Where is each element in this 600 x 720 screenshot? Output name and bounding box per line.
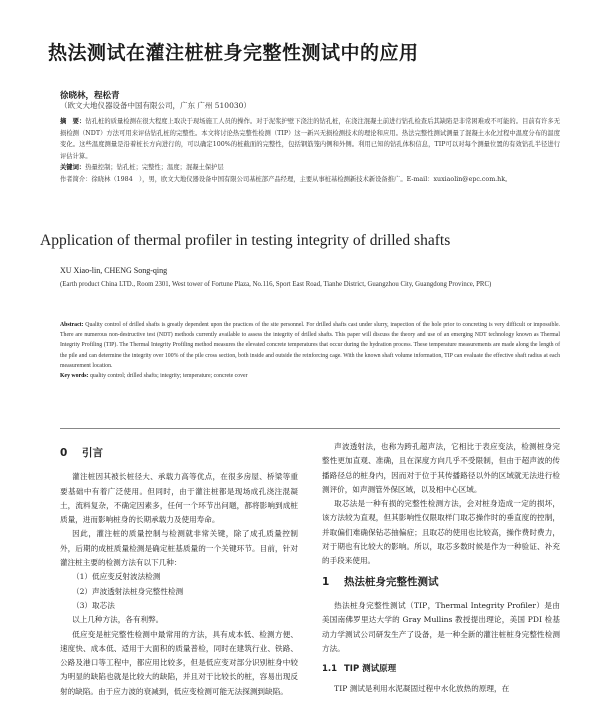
- english-keywords: [60, 371, 560, 381]
- english-affiliation: (Earth product China LTD., Room 2301, West tower of Fortune Plaza, No.116, Sport East Road, Tianhe District, Guangzhou City, Guangdong Province, PRC): [60, 281, 492, 288]
- chinese-keywords: [60, 162, 560, 174]
- section-1-1-title: TIP 测试原理: [344, 664, 397, 675]
- english-abstract: [60, 320, 560, 371]
- english-abstract-label: Abstract:: [60, 322, 84, 328]
- chinese-abstract: [60, 116, 560, 162]
- method-item: （2）声波透射法桩身完整性检测: [72, 586, 184, 596]
- chinese-abstract-text: 钻孔桩的质量检测在很大程度上取决于现场施工人员的操作。对于泥浆护壁下浇注的钻孔桩，在浇注混凝土前进行钻孔检查后其缺陷是非常困难或不可能的。目前有许多无损检测（NDT）方法可用来评估钻孔桩的完整性。本文将讨论热完整性检测（TIP）这一新兴无损检测技术的理论和应用。热法完整性测试测量了混凝土水化过程中温度分布的温度变化。这些温度测量是沿着桩长方向进行的，可以确定100%的桩截面的完整性，包括钢筋笼内侧和外侧。利用已知的钻孔体积信息，TIP可以对每个测量位置的有效钻孔半径进行评估计算。: [60, 118, 561, 160]
- chinese-abstract-block: [60, 116, 560, 186]
- chinese-abstract-label: 摘 要：: [60, 118, 86, 125]
- english-title: Application of thermal profiler in testing integrity of drilled shafts: [40, 232, 451, 249]
- intro-heading: [60, 446, 298, 460]
- method-item: （1）低应变反射波法检测: [72, 572, 161, 582]
- right-paragraph-2: 取芯法是一种有损的完整性检测方法，会对桩身造成一定的损坏，该方法较为直观，但其影响性仅限取样门取芯操作时的垂直度的控制，并取偏们难确保钻芯抽偏症；且取芯的使用也比较高，操作费时费力，对于期也有比较大的影响。所以，取芯多数时候是作为一种验证、补充的手段来使用。: [322, 499, 560, 566]
- intro-paragraph-1: 灌注桩因其被长桩径大、承载力高等优点，在很多房屋、桥梁等重要基础中有着广泛使用。但同时，由于灌注桩都是现场成孔浇注混凝土，流料复杂，不确定因素多，任何一个环节出问题，都将影响到成桩质量，进而影响桩身的长期承载力及使用寿命。: [60, 472, 298, 525]
- intro-paragraph-3: 以上几种方法，各有利弊。: [72, 615, 164, 625]
- method-list: [60, 570, 298, 613]
- english-keywords-text: quality control; drilled shafts; integrity; temperature; concrete cover: [89, 373, 248, 380]
- english-keywords-label: Key words:: [60, 373, 89, 380]
- left-column: [60, 440, 298, 699]
- english-abstract-block: [60, 320, 560, 381]
- english-authors: XU Xiao-lin, CHENG Song-qing: [60, 266, 168, 275]
- right-column: [322, 440, 560, 697]
- chinese-keywords-text: 热量控制；钻孔桩；完整性；温度；混凝土保护层: [85, 164, 224, 172]
- section-divider: [60, 428, 560, 429]
- author-note: 作者简介：徐晓林（1984 ），男，欧文大地仪器设备中国有限公司基桩部产品经理，主要从事桩基检测新技术新设备推广。E-mail：xuxiaolin@epc.com.hk。: [60, 175, 512, 183]
- intro-paragraph-2: 因此，灌注桩的质量控制与检测就非常关键，除了成孔质量控制外，后期的成桩质量检测是确定桩基质量的一个关键环节。目前，针对灌注桩主要的检测方法有以下几种：: [60, 529, 298, 568]
- section-1-title: 热法桩身完整性测试: [344, 575, 439, 588]
- intro-heading-number: 0: [60, 447, 68, 459]
- section-1-number: 1: [322, 575, 330, 588]
- section-1-1-heading: [322, 662, 560, 676]
- right-paragraph-4: TIP 测试是利用水泥凝固过程中水化放热的原理，在: [334, 684, 510, 694]
- section-1-heading: [322, 575, 560, 589]
- right-paragraph-3: 热法桩身完整性测试（TIP，Thermal Integrity Profiler）是由美国南佛罗里达大学的 Gray Mullins 教授提出理论，美国 PDI 检基动力学测试公司研发生产了设备，是一种全新的灌注桩桩身完整性检测方法。: [322, 600, 560, 653]
- right-paragraph-1: 声波透射法，也称为跨孔超声法，它相比于表应变法，检测桩身完整性更加直观、准确，且在深度方向几乎不受限制，但由于超声波的传播路径总的桩身内，因而对于位于其传播路径以外的区域就无法进行检测评价，如声测管外保区域，以及相中心区域。: [322, 442, 560, 494]
- intro-paragraph-4: 低应变是桩完整性检测中最常用的方法，具有成本低、检测方便、速度快、成本低、适用于大面积的质量普检，同时在建筑行业、铁路、公路及港口等工程中，都应用比较多，但是低应变对部分识别桩身中较为明显的缺陷也就是比较大的缺陷，并且对于比较长的桩，容易出现反射的缺陷。由于应力波的衰减到，低应变检测可能无法探测到缺陷。: [60, 629, 298, 696]
- chinese-authors: 徐晓林，程松青: [60, 91, 120, 101]
- section-1-1-number: 1.1: [322, 664, 338, 675]
- chinese-affiliation: （欧文大地仪器设备中国有限公司，广东 广州 510030）: [60, 101, 251, 110]
- english-abstract-text: Quality control of drilled shafts is greatly dependent upon the practices of the site personnel. For drilled shafts cast under slurry, inspection of the hole prior to concreting is very difficult or impossible. There are numerous non-destructive test (NDT) methods currently available to assess the integrity of drilled shafts. This paper will discuss the theory and use of an emerging NDT technology known as Thermal Integrity Profiling (TIP). The Thermal Integrity Profiling method measures the elevated concrete temperatures that occur during the hydration process. These temperature measurements are made along the length of the pile and can determine the integrity over 100% of the pile cross section, both inside and outside the reinforcing cage. With the known shaft volume information, TIP can evaluate the effective shaft radius at each measurement location.: [60, 322, 561, 369]
- intro-heading-text: 引言: [82, 447, 103, 459]
- chinese-keywords-label: 关键词：: [60, 164, 86, 172]
- chinese-title: 热法测试在灌注桩桩身完整性测试中的应用: [48, 42, 419, 64]
- method-item: （3）取芯法: [72, 600, 115, 610]
